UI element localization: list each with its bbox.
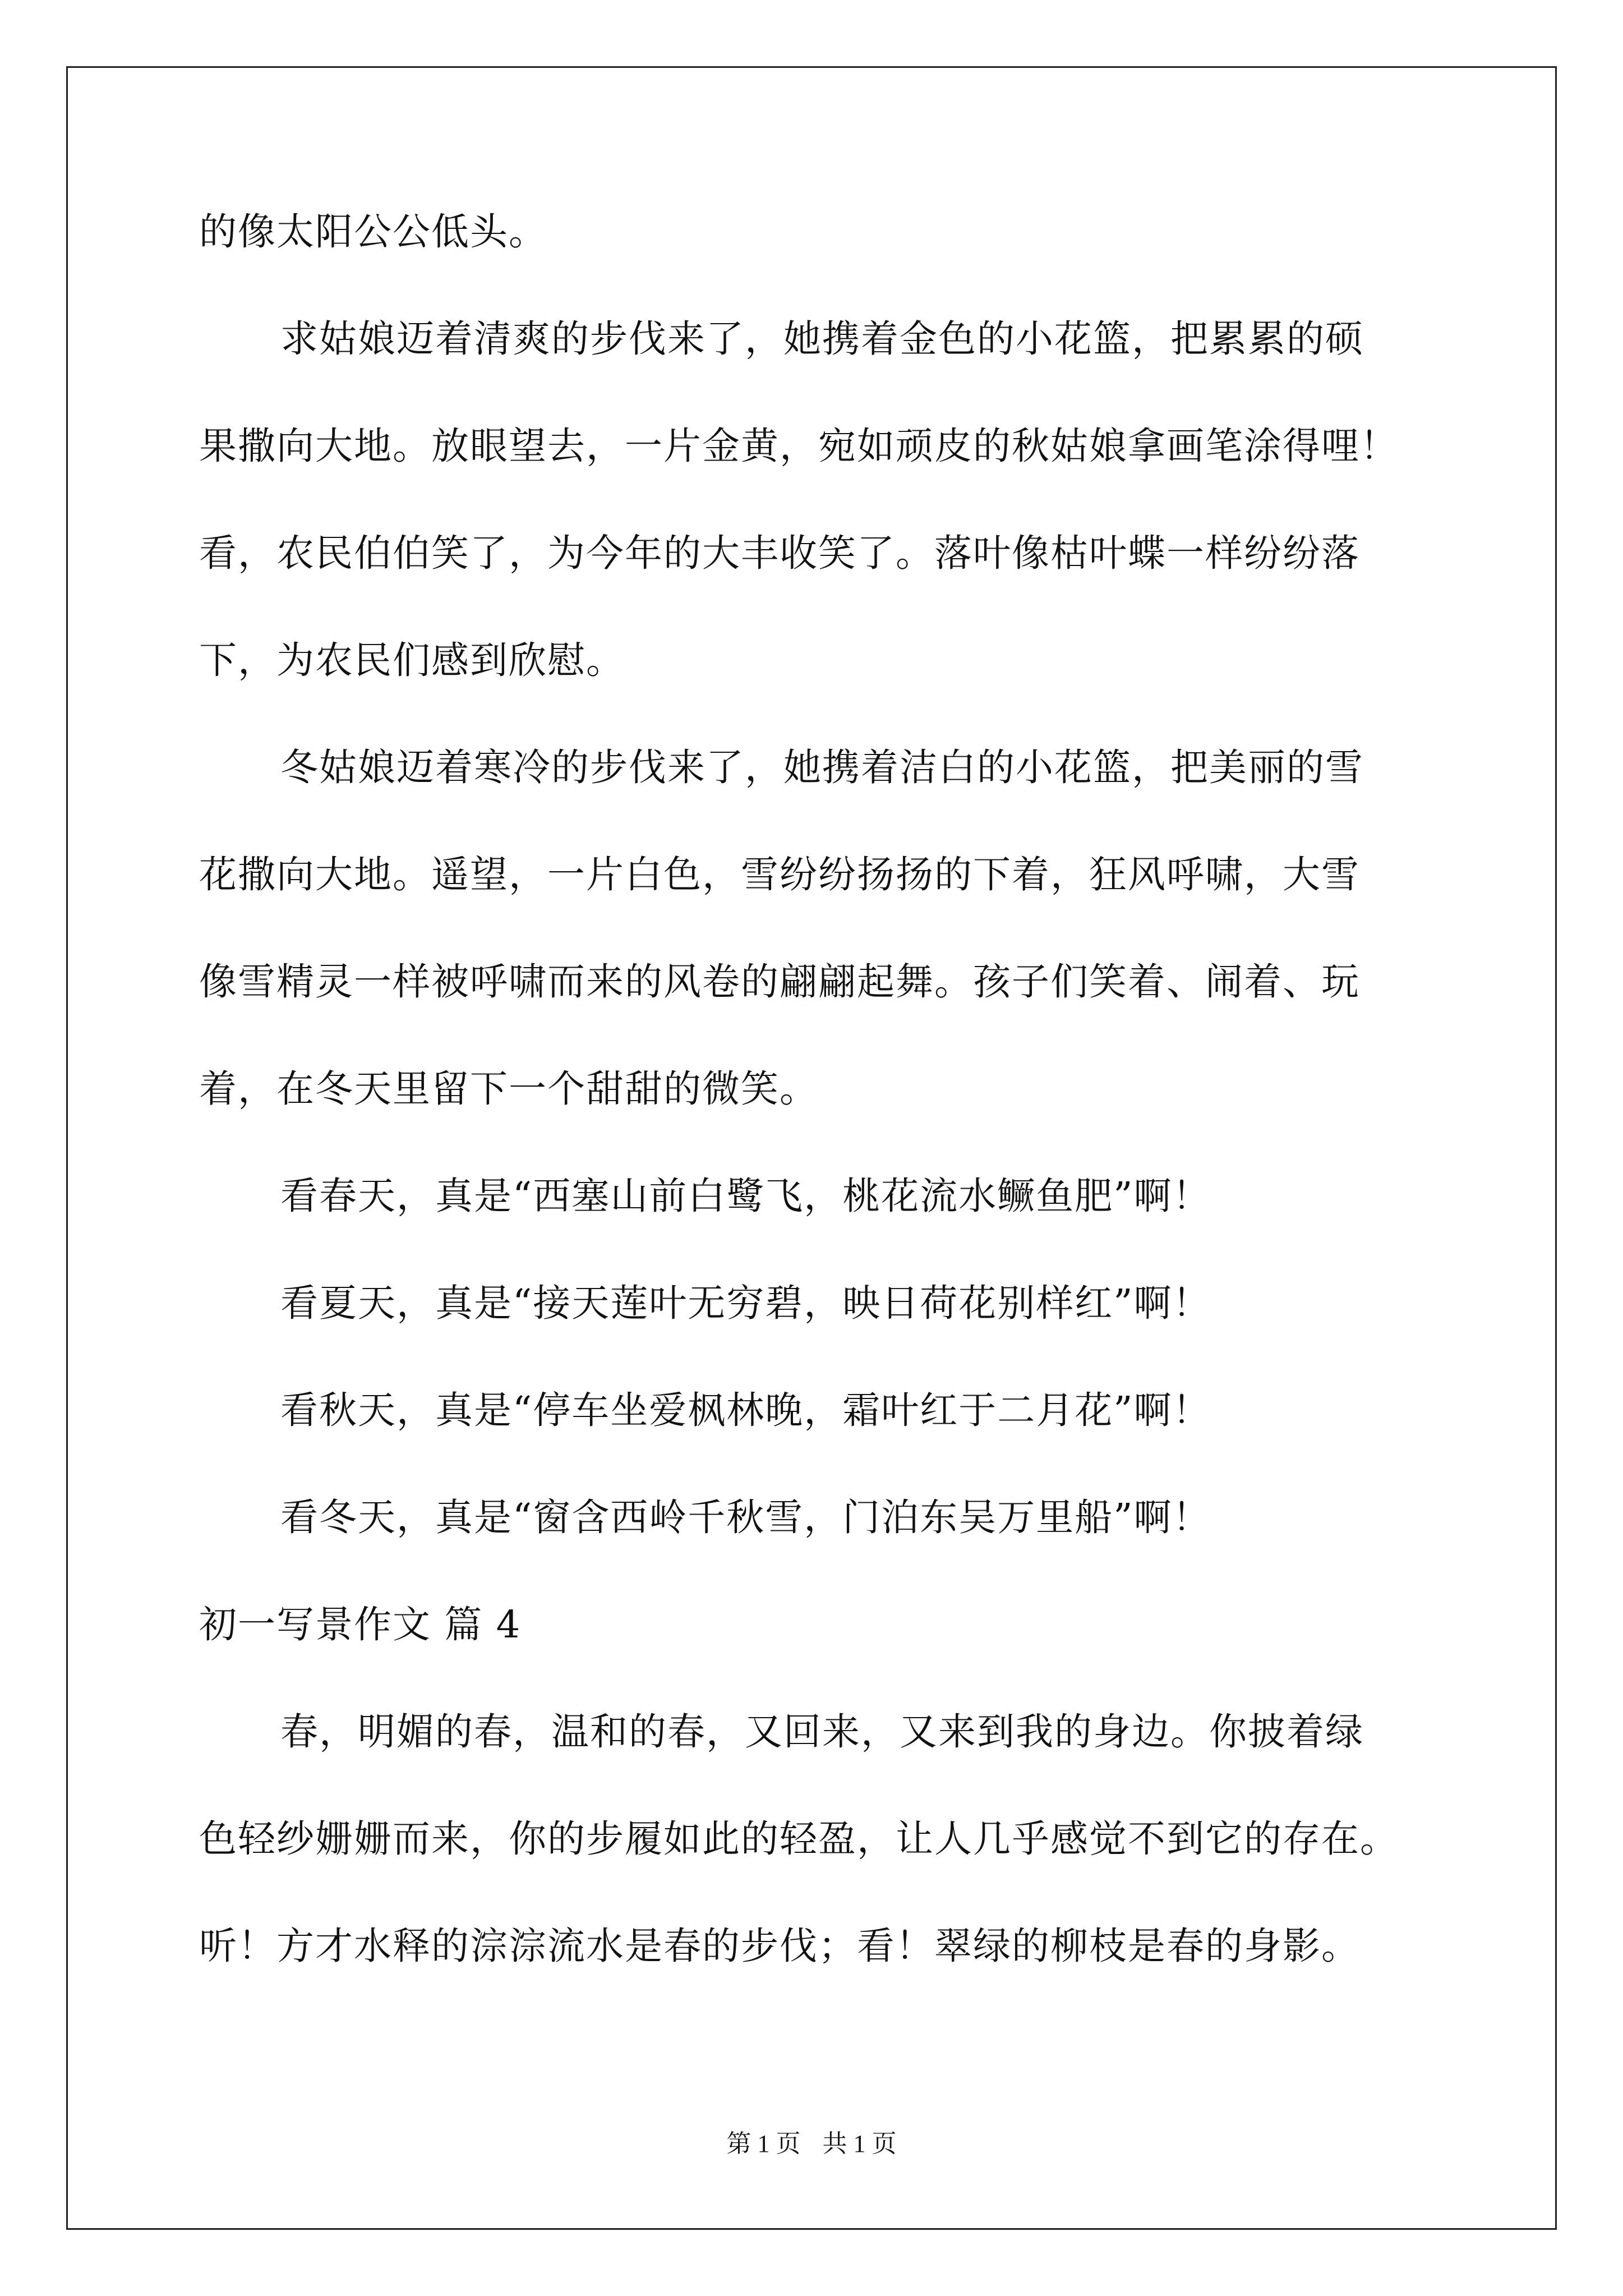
section-heading: 初一写景作文 篇 4 (199, 1603, 522, 1646)
paragraph-winter-line-2: 花撒向大地。遥望，一片白色，雪纷纷扬扬的下着，狂风呼啸，大雪 (199, 853, 1360, 896)
paragraph-spring-line-2: 色轻纱姗姗而来，你的步履如此的轻盈，让人几乎感觉不到它的存在。 (199, 1817, 1399, 1861)
page-number: 第 1 页 (726, 2130, 801, 2157)
paragraph-spring-line-3: 听！方才水释的淙淙流水是春的步伐；看！翠绿的柳枝是春的身影。 (199, 1924, 1360, 1968)
page-total: 共 1 页 (822, 2130, 897, 2157)
paragraph-autumn-line-3: 看，农民伯伯笑了，为今年的大丰收笑了。落叶像枯叶蝶一样纷纷落 (199, 531, 1360, 575)
paragraph-autumn-line-2: 果撒向大地。放眼望去，一片金黄，宛如顽皮的秋姑娘拿画笔涂得哩！ (199, 424, 1399, 468)
paragraph-spring-line-1: 春，明媚的春，温和的春，又回来，又来到我的身边。你披着绿 (280, 1710, 1364, 1754)
paragraph-winter-poem: 看冬天，真是“窗含西岭千秋雪，门泊东吴万里船”啊！ (280, 1496, 1211, 1539)
document-body (199, 210, 1433, 2035)
paragraph-winter-line-4: 着，在冬天里留下一个甜甜的微笑。 (199, 1067, 818, 1111)
paragraph-autumn-poem: 看秋天，真是“停车坐爱枫林晚，霜叶红于二月花”啊！ (280, 1388, 1211, 1432)
paragraph-autumn-line-4: 下，为农民们感到欣慰。 (199, 638, 625, 682)
text-line-continuation: 的像太阳公公低头。 (199, 210, 547, 254)
paragraph-summer-poem: 看夏天，真是“接天莲叶无穷碧，映日荷花别样红”啊！ (280, 1281, 1211, 1325)
paragraph-spring-poem: 看春天，真是“西塞山前白鹭飞，桃花流水鳜鱼肥”啊！ (280, 1174, 1211, 1218)
page-footer (0, 2123, 1623, 2159)
paragraph-winter-line-3: 像雪精灵一样被呼啸而来的风卷的翩翩起舞。孩子们笑着、闹着、玩 (199, 960, 1360, 1004)
paragraph-winter-line-1: 冬姑娘迈着寒冷的步伐来了，她携着洁白的小花篮，把美丽的雪 (280, 746, 1364, 789)
paragraph-autumn-line-1: 求姑娘迈着清爽的步伐来了，她携着金色的小花篮，把累累的硕 (280, 317, 1364, 361)
